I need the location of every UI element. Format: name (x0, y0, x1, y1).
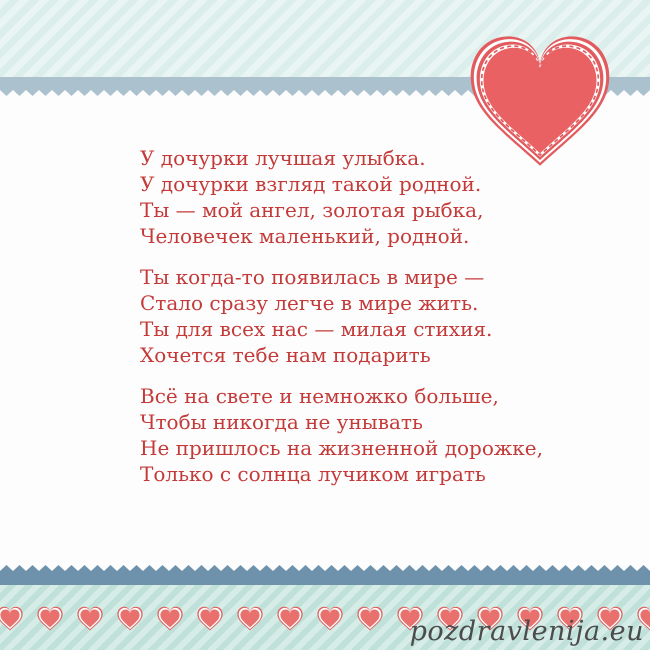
poem-line: Не пришлось на жизненной дорожке, (140, 436, 543, 460)
poem-line: Ты для всех нас — милая стихия. (140, 317, 493, 341)
border-heart (190, 604, 230, 632)
border-heart (0, 604, 30, 632)
border-heart (230, 604, 270, 632)
heart-icon (196, 605, 224, 631)
heart-icon (116, 605, 144, 631)
poem-line: Стало сразу легче в мире жить. (140, 291, 479, 315)
heart-icon (316, 605, 344, 631)
bottom-ribbon-band (0, 571, 650, 585)
poem-line: У дочурки лучшая улыбка. (140, 146, 426, 170)
heart-icon (156, 605, 184, 631)
border-heart (70, 604, 110, 632)
poem-stanza-3 (140, 383, 543, 487)
poem-line: Хочется тебе нам подарить (140, 343, 431, 367)
poem-line: Человечек маленький, родной. (140, 224, 470, 248)
border-heart (270, 604, 310, 632)
heart-icon (236, 605, 264, 631)
poem-stanza-2 (140, 264, 540, 368)
heart-icon (76, 605, 104, 631)
poem-stanza-1 (140, 145, 540, 249)
poem-line: Ты когда-то появилась в мире — (140, 265, 485, 289)
heart-icon (276, 605, 304, 631)
heart-icon (356, 605, 384, 631)
watermark-text: pozdravlenija.eu (409, 616, 644, 647)
border-heart (30, 604, 70, 632)
poem-line: Чтобы никогда не унывать (140, 410, 423, 434)
poem-text (140, 145, 543, 502)
poem-line: У дочурки взгляд такой родной. (140, 172, 482, 196)
poem-line: Только с солнца лучиком играть (140, 462, 486, 486)
border-heart (350, 604, 390, 632)
border-heart (150, 604, 190, 632)
border-heart (110, 604, 150, 632)
border-heart (310, 604, 350, 632)
heart-icon (36, 605, 64, 631)
poem-line: Всё на свете и немножко больше, (140, 384, 499, 408)
heart-icon (0, 605, 24, 631)
poem-line: Ты — мой ангел, золотая рыбка, (140, 198, 484, 222)
